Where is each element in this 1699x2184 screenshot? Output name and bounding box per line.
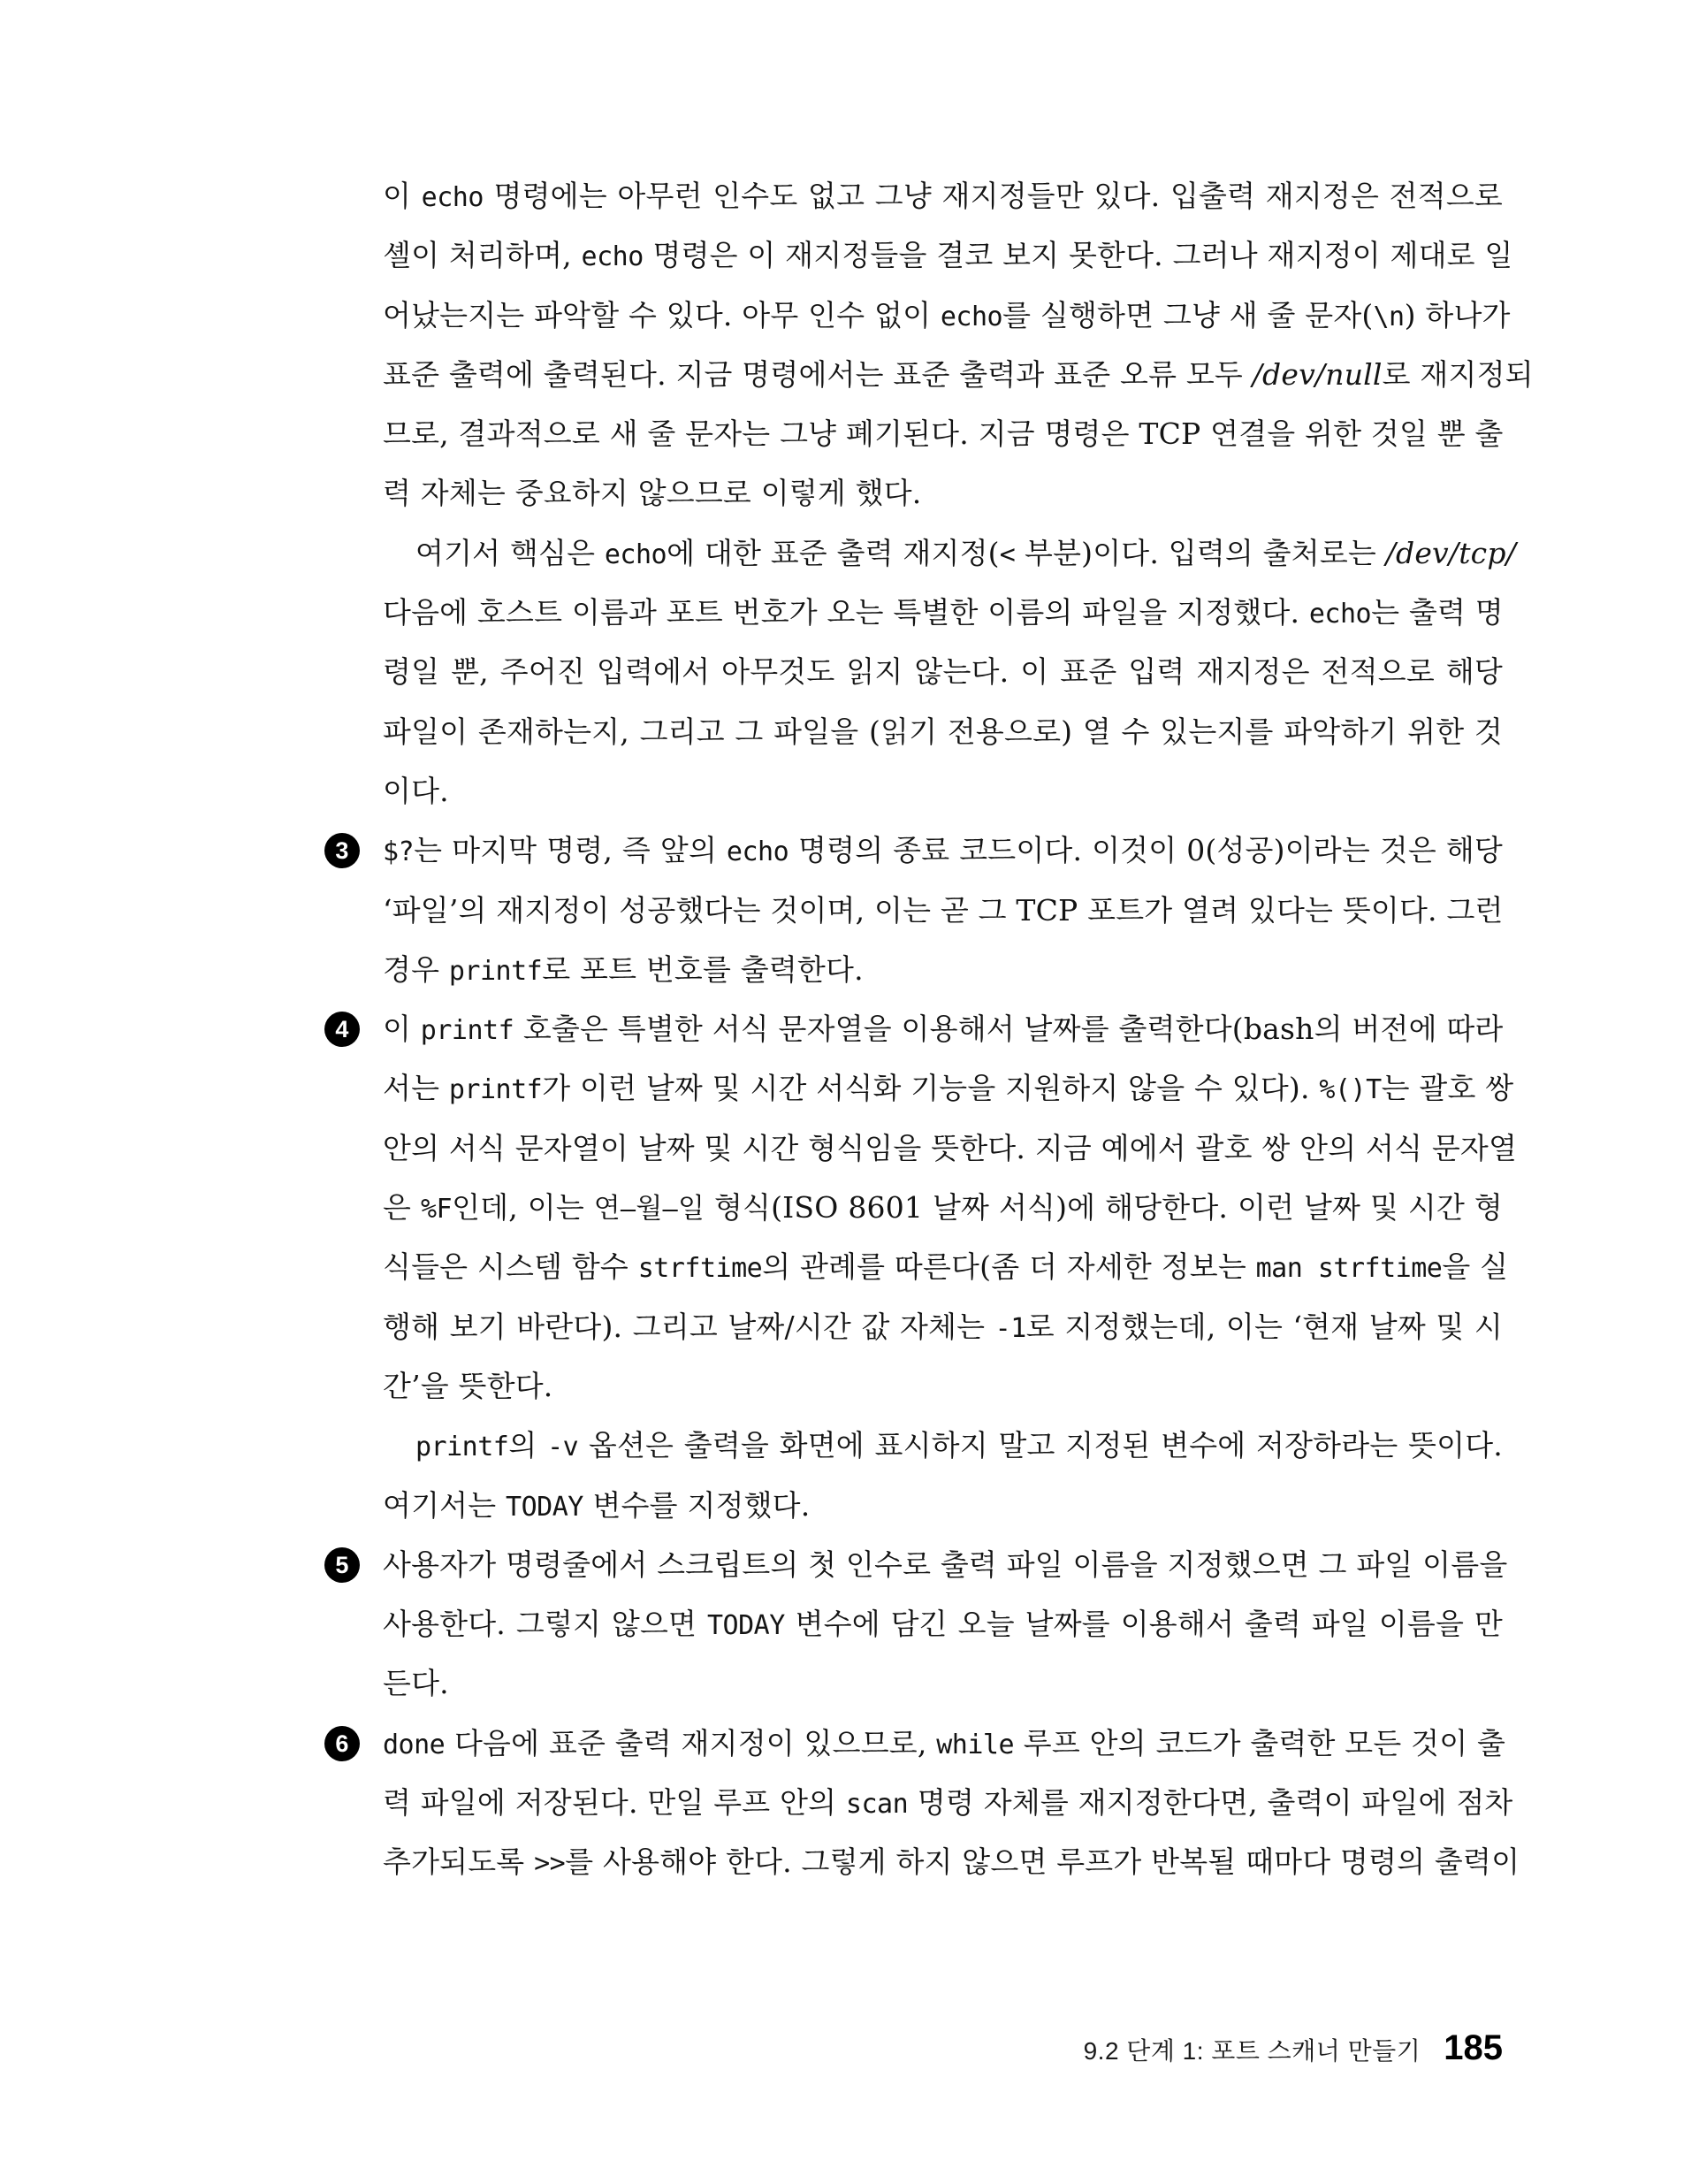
- body-text-run: 사용자가 명령줄에서 스크립트의 첫 인수로 출력 파일 이름을 지정했으면 그 파일 이름을: [383, 1546, 1508, 1582]
- body-text-run: 여기서는: [383, 1487, 507, 1523]
- body-text-run: 을 실: [1442, 1249, 1509, 1285]
- body-text-run: 은: [383, 1190, 421, 1226]
- body-text-run: 어났는지는 파악할 수 있다. 아무 인수 없이: [383, 297, 941, 332]
- body-text-run: 셸이 처리하며,: [383, 238, 582, 273]
- body-text-run: 변수에 담긴 오늘 날짜를 이용해서 출력 파일 이름을 만: [784, 1607, 1503, 1642]
- text-line: [383, 463, 1503, 523]
- body-text-run: 에 대한 표준 출력 재지정(: [667, 535, 1000, 570]
- body-text-run: 변수를 지정했다.: [583, 1487, 811, 1523]
- body-text-run: 이다.: [383, 773, 449, 808]
- inline-code: TODAY: [706, 1610, 785, 1642]
- body-text-run: 력 자체는 중요하지 않으므로 이렇게 했다.: [383, 476, 922, 511]
- emphasis-term: 연–월–일: [593, 1193, 705, 1225]
- inline-code: -v: [547, 1432, 579, 1463]
- body-text-run: 옵션은 출력을 화면에 표시하지 말고 지정된 변수에 저장하라는 뜻이다.: [578, 1428, 1503, 1463]
- callout-number-3-icon: 3: [324, 833, 360, 868]
- body-text-run: 사용한다. 그렇지 않으면: [383, 1607, 707, 1642]
- text-line: [383, 1356, 1503, 1416]
- body-text-run: 이: [383, 179, 422, 213]
- text-line: [383, 404, 1503, 463]
- body-text-run: 경우: [383, 951, 449, 987]
- text-line: [383, 642, 1503, 701]
- body-text-run: 호출은 특별한 서식 문자열을 이용해서 날짜를 출력한다(bash의 버전에 따라: [514, 1012, 1504, 1047]
- body-text-run: 명령의 종료 코드이다. 이것이 0(성공)이라는 것은 해당: [789, 833, 1503, 868]
- text-line: [383, 523, 1517, 583]
- body-text-run: 안의 서식 문자열이 날짜 및 시간 형식임을 뜻한다. 지금 예에서 괄호 쌍 안의 서식 문자열: [383, 1130, 1518, 1165]
- text-line: [383, 583, 1503, 642]
- text-line: [383, 1237, 1509, 1296]
- text-line: [383, 702, 1503, 761]
- text-line: [383, 1416, 1503, 1475]
- body-text-run: 표준 출력에 출력된다. 지금 명령에서는 표준 출력과 표준 오류 모두: [383, 356, 1253, 392]
- footer-section-title: 9.2 단계 1: 포트 스캐너 만들기: [1083, 2037, 1421, 2065]
- callout-number-4-icon: 4: [324, 1012, 360, 1047]
- body-text-run: 형식(ISO 8601 날짜 서식)에 해당한다. 이런 날짜 및 시간 형: [705, 1190, 1503, 1226]
- text-line: [383, 1832, 1520, 1891]
- body-text: [335, 166, 1534, 1892]
- body-text-run: 인데, 이는: [452, 1190, 594, 1226]
- body-text-run: 행해 보기 바란다). 그리고 날짜/시간 값 자체는: [383, 1309, 995, 1344]
- inline-code: -1: [994, 1312, 1026, 1344]
- text-line: [335, 1535, 1508, 1594]
- body-text-run: 추가되도록: [383, 1844, 535, 1880]
- text-line: [383, 225, 1513, 285]
- body-text-run: 를 실행하면 그냥 새 줄 문자(: [1002, 297, 1374, 332]
- body-text-run: 다음에 호스트 이름과 포트 번호가 오는 특별한 이름의 파일을 지정했다.: [383, 595, 1309, 630]
- footer-page-number: 185: [1444, 2028, 1503, 2067]
- text-line: [383, 345, 1534, 404]
- body-text-run: 명령 자체를 재지정한다면, 출력이 파일에 점차: [908, 1785, 1513, 1821]
- inline-code: printf: [448, 1074, 543, 1106]
- file-path: /dev/null: [1252, 356, 1383, 392]
- body-text-run: 의 관례를 따른다(좀 더 자세한 정보는: [762, 1249, 1256, 1285]
- body-text-run: 루프 안의 코드가 출력한 모든 것이 출: [1014, 1725, 1506, 1760]
- text-line: [383, 1297, 1503, 1356]
- text-line: [383, 1119, 1518, 1178]
- text-line: [335, 821, 1503, 880]
- body-text-run: 는 출력 명: [1371, 595, 1504, 630]
- body-text-run: 로 지정했는데, 이는 ‘현재 날짜 및 시: [1025, 1309, 1503, 1344]
- inline-code: <: [999, 538, 1016, 570]
- inline-code: echo: [604, 538, 667, 570]
- text-line: [383, 286, 1511, 345]
- body-text-run: 로 포트 번호를 출력한다.: [542, 951, 864, 987]
- body-text-run: 가 이런 날짜 및 시간 서식화 기능을 지원하지 않을 수 있다).: [542, 1071, 1320, 1106]
- callout-number-5-icon: 5: [324, 1547, 360, 1583]
- body-text-run: 력 파일에 저장된다. 만일 루프 안의: [383, 1785, 846, 1821]
- inline-code: >>: [534, 1848, 566, 1880]
- inline-code: man strftime: [1255, 1253, 1443, 1285]
- body-text-run: 식들은 시스템 함수: [383, 1249, 638, 1285]
- body-text-run: 는 마지막 명령, 즉 앞의: [414, 833, 727, 868]
- inline-code: \n: [1373, 301, 1405, 332]
- inline-code: printf: [415, 1432, 509, 1463]
- body-text-run: 든다.: [383, 1666, 449, 1701]
- text-line: [383, 1178, 1503, 1237]
- inline-code: $?: [383, 836, 415, 868]
- text-line: [383, 1058, 1514, 1118]
- inline-code: echo: [581, 241, 644, 273]
- text-line: [383, 940, 1503, 999]
- text-line: [383, 761, 1503, 821]
- text-line: [383, 881, 1503, 940]
- body-text-run: 부분)이다. 입력의 출처로는: [1015, 535, 1386, 570]
- body-text-run: 령일 뿐, 주어진 입력에서 아무것도 읽지 않는다. 이 표준 입력 재지정은 전적으로 해당: [383, 654, 1503, 690]
- inline-code: printf: [448, 955, 543, 987]
- body-text-run: 므로, 결과적으로 새 줄 문자는 그냥 폐기된다. 지금 명령은 TCP 연결을 위한 것일 뿐 출: [383, 416, 1504, 452]
- text-line: [383, 1476, 1503, 1535]
- inline-code: done: [383, 1729, 446, 1760]
- text-line: [383, 1594, 1503, 1653]
- inline-code: echo: [726, 836, 789, 868]
- body-text-run: 여기서 핵심은: [415, 535, 605, 570]
- file-path: /dev/tcp/: [1385, 535, 1517, 570]
- body-text-run: 이: [383, 1012, 421, 1047]
- inline-code: while: [936, 1729, 1015, 1760]
- body-text-run: 서는: [383, 1071, 449, 1106]
- body-text-run: 명령에는 아무런 인수도 없고 그냥 재지정들만 있다. 입출력 재지정은 전적으로: [483, 179, 1503, 213]
- inline-code: printf: [420, 1015, 514, 1047]
- body-text-run: 로 재지정되: [1382, 356, 1534, 392]
- callout-number-6-icon: 6: [324, 1726, 360, 1761]
- inline-code: strftime: [637, 1253, 763, 1285]
- text-line: [335, 1714, 1506, 1773]
- text-line: [335, 999, 1504, 1058]
- inline-code: %()T: [1319, 1074, 1382, 1106]
- text-line: [383, 1773, 1513, 1832]
- inline-code: echo: [940, 301, 1003, 332]
- body-text-run: ‘파일’의 재지정이 성공했다는 것이며, 이는 곧 그 TCP 포트가 열려 있다는 뜻이다. 그런: [383, 892, 1504, 928]
- inline-code: TODAY: [506, 1491, 583, 1523]
- page-footer: [1084, 2028, 1503, 2068]
- text-line: [383, 166, 1503, 225]
- body-text-run: 다음에 표준 출력 재지정이 있으므로,: [445, 1725, 937, 1760]
- text-line: [383, 1653, 1503, 1713]
- body-text-run: ) 하나가: [1404, 297, 1511, 332]
- inline-code: echo: [421, 182, 484, 213]
- inline-code: %F: [420, 1194, 453, 1226]
- body-text-run: 를 사용해야 한다. 그렇게 하지 않으면 루프가 반복될 때마다 명령의 출력이: [565, 1844, 1520, 1880]
- inline-code: echo: [1308, 599, 1372, 630]
- body-text-run: 는 괄호 쌍: [1381, 1071, 1514, 1106]
- body-text-run: 명령은 이 재지정들을 결코 보지 못한다. 그러나 재지정이 제대로 일: [643, 238, 1513, 273]
- inline-code: scan: [845, 1789, 909, 1821]
- body-text-run: 파일이 존재하는지, 그리고 그 파일을 (읽기 전용으로) 열 수 있는지를 파악하기 위한 것: [383, 714, 1503, 749]
- body-text-run: 간’을 뜻한다.: [383, 1368, 553, 1403]
- body-text-run: 의: [508, 1428, 548, 1463]
